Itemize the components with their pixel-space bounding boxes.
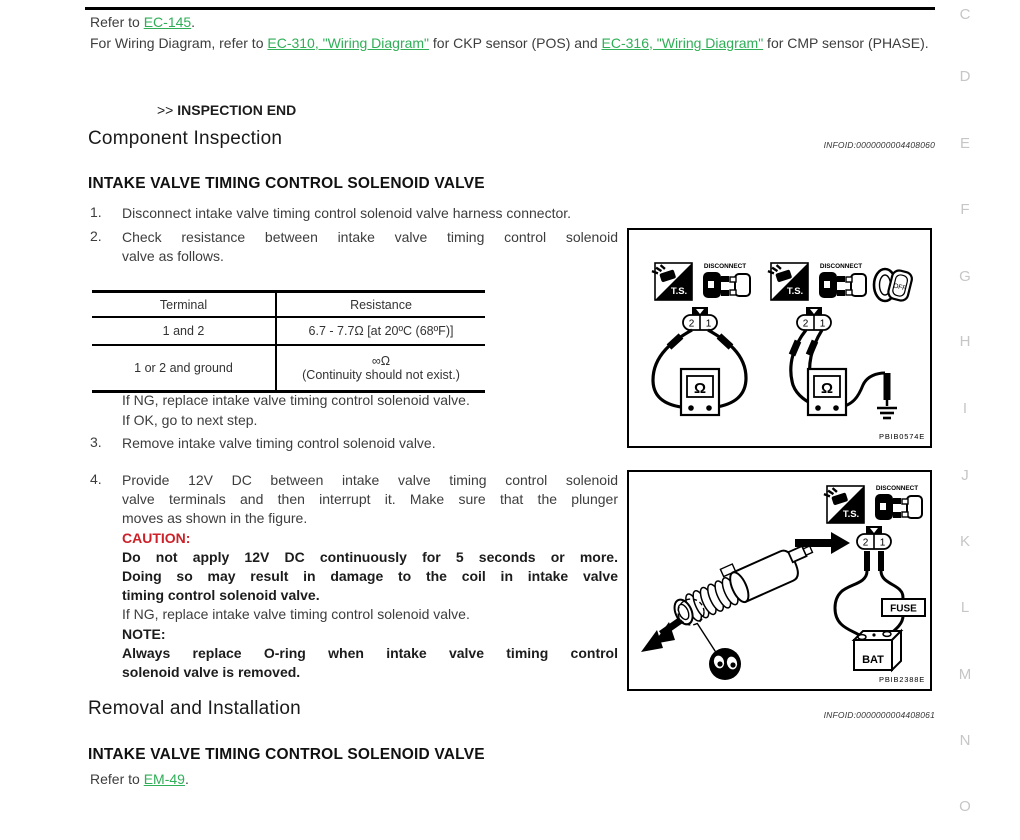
margin-letter: D [959,68,971,85]
connector-icon [683,307,717,330]
step-1-text: Disconnect intake valve timing control solenoid valve harness connector. [122,205,572,221]
step-4-number: 4. [90,471,102,487]
resistance-table [92,290,485,393]
ohmmeter-icon [681,369,719,415]
margin-letter: F [960,201,970,218]
top-reference-paragraph: Refer to EC-145. For Wiring Diagram, refer to EC-310, "Wiring Diagram" for CKP sensor (POS) and EC-316, "Wiring Diagram" for CMP sensor (PHASE). [90,14,929,51]
margin-letter: O [959,798,971,815]
link-ec-310[interactable]: EC-310, "Wiring Diagram" [267,34,430,51]
svg-text:BAT: BAT [862,654,884,666]
table-header-terminal: Terminal [92,292,276,318]
table-header-resistance: Resistance [276,292,485,318]
plunger-check-illustration [629,472,930,689]
step-2-number: 2. [90,228,102,244]
figure-code: PBIB0574E [879,432,925,441]
connector-icon [857,526,891,549]
leader-line [697,623,717,654]
table-row [92,345,485,392]
component-inspection-title: Component Inspection [88,128,283,149]
margin-letter: G [959,268,971,285]
if-ok-line: If OK, go to next step. [122,411,258,428]
terminal-cell: 1 or 2 and ground [134,361,233,375]
top-rule [85,7,935,10]
svg-text:Ω: Ω [693,380,707,397]
note-label: NOTE: [122,625,166,642]
svg-text:DISCONNECT: DISCONNECT [819,263,863,270]
disconnect-icon [703,263,750,298]
refer-text: Refer to [90,14,144,30]
resistance-check-illustration [629,230,930,446]
margin-letter: H [959,333,971,350]
svg-text:2: 2 [688,318,695,330]
wiring-text: For Wiring Diagram, refer to [90,34,268,51]
motion-arrow-icon [641,620,681,652]
link-em-49[interactable]: EM-49 [143,771,185,787]
svg-text:DISCONNECT: DISCONNECT [703,263,747,270]
svg-text:2: 2 [862,537,869,549]
step-3-text: Remove intake valve timing control solenoid valve. [122,435,436,451]
infoid-removal: INFOID:0000000004408061 [823,710,935,720]
if-ng-line: If NG, replace intake valve timing control solenoid valve. [122,606,470,623]
margin-letter: K [959,533,970,550]
margin-letter: C [959,6,971,23]
margin-letter: I [962,400,968,417]
svg-text:OFF: OFF [892,282,907,293]
oring-icon [709,648,741,680]
svg-text:FUSE: FUSE [890,603,917,615]
svg-text:1: 1 [879,537,886,549]
link-ec-145[interactable]: EC-145 [143,14,192,30]
margin-letter: M [958,666,972,683]
ts-icon [767,262,808,300]
svg-text:1: 1 [705,318,712,330]
resistance-cell: ∞Ω (Continuity should not exist.) [276,345,485,392]
margin-letter: E [959,135,970,152]
battery-icon [854,631,901,670]
removal-installation-title: Removal and Installation [88,698,301,719]
ground-icon [877,408,897,418]
disconnect-icon [875,485,922,520]
figure-plunger-check [627,470,932,691]
step-4-block: Provide 12V DC between intake valve timing control solenoid valve terminals and then interrupt it. Make sure that the plunger moves as shown in the figure. CAUTION: Do not apply 12V DC continuously for 5 seconds or more. Doing so may result in damage to the coil in intake valve timing control solenoid valve. If NG, replace intake valve timing control solenoid valve. NOTE: Always replace O-ring when intake valve timing control solenoid valve is removed. [122,472,618,681]
table-row [92,317,485,345]
margin-letter: L [960,599,970,616]
svg-text:2: 2 [802,318,809,330]
infoid-component-inspection: INFOID:0000000004408060 [823,140,935,150]
ohmmeter-icon [808,369,846,415]
step-2-text: Check resistance between intake valve timing control solenoid valve as follows. [122,229,618,265]
link-ec-316[interactable]: EC-316, "Wiring Diagram" [601,34,764,51]
caution-label: CAUTION: [122,529,191,546]
svg-text:T.S.: T.S. [842,509,860,520]
margin-letter: J [961,467,969,484]
svg-text:DISCONNECT: DISCONNECT [875,485,919,492]
step-3-number: 3. [90,434,102,450]
key-off-icon [874,269,913,302]
section-title-intake-valve: INTAKE VALVE TIMING CONTROL SOLENOID VALVE [88,175,485,192]
svg-text:1: 1 [819,318,826,330]
svg-text:T.S.: T.S. [786,286,804,297]
refer-em49-line: Refer to EM-49. [90,771,189,787]
if-ng-line: If NG, replace intake valve timing control solenoid valve. [122,392,470,408]
after-table-result [122,391,622,430]
figure-code: PBIB2388E [879,675,925,684]
section-title-intake-valve-removal: INTAKE VALVE TIMING CONTROL SOLENOID VALVE [88,746,485,763]
ts-icon [823,485,864,523]
connector-icon [797,307,831,330]
fuse-box [882,599,925,616]
figure-resistance-check [627,228,932,448]
resistance-cell: 6.7 - 7.7Ω [at 20ºC (68ºF)] [276,317,485,345]
disconnect-icon [819,263,866,298]
step-1-number: 1. [90,204,102,220]
svg-text:Ω: Ω [820,380,834,397]
battery-circuit-wires [835,551,903,635]
ts-icon [651,262,692,300]
terminal-cell: 1 and 2 [92,317,276,345]
inspection-end: >> INSPECTION END [157,102,297,118]
svg-text:T.S.: T.S. [670,286,688,297]
margin-letter: N [959,732,971,749]
